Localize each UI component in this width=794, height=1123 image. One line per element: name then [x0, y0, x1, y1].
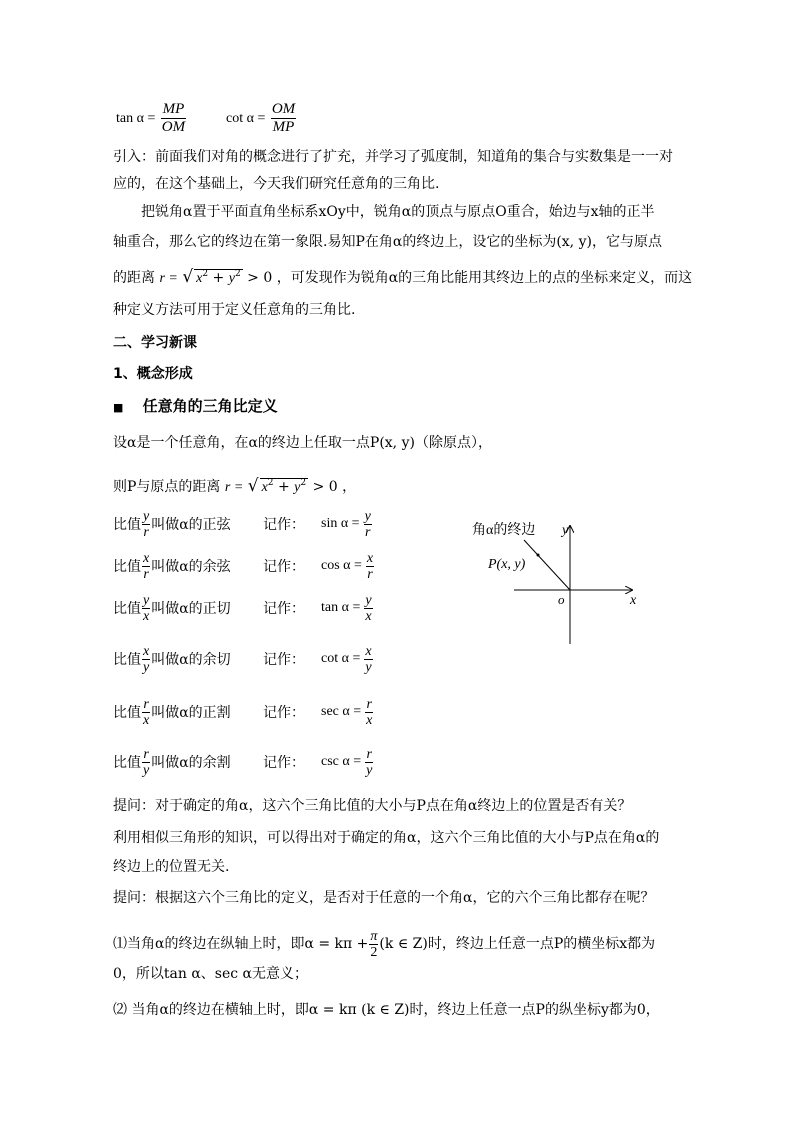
- question-2: 提问：根据这六个三角比的定义，是否对于任意的一个角α，它的六个三角比都存在呢？: [113, 890, 655, 906]
- def-line-2: 则P与原点的距离 r = √ $x^2 + y^2 > 0$ ，: [113, 476, 357, 496]
- ratio-row-cot: 比值 $\frac{x}{y}$ 叫做α的余切 记作： cot α = $\frac{x}{y}$: [113, 643, 372, 675]
- para-line-2: 轴重合，那么它的终边在第一象限.易知P在角α的终边上，设它的坐标为(x, y)，它与原点: [113, 234, 662, 250]
- bullet-icon: ■: [113, 401, 124, 414]
- para-line-1: 把锐角α置于平面直角坐标系xOy中，锐角α的顶点与原点O重合，始边与x轴的正半: [141, 204, 655, 220]
- point-p: [537, 554, 540, 557]
- para-line-3: 的距离 r = √ $x^2 + y^2 > 0$ ，可发现作为锐角α的三角比能用其终边上的点的坐标来定义，而这: [113, 267, 693, 287]
- answer-1-line-1: 利用相似三角形的知识，可以得出对于确定的角α，这六个三角比值的大小与P点在角α的: [113, 830, 660, 846]
- ratio-row-cos: 比值 $\frac{x}{r}$ 叫做α的余弦 记作： cos α = $\frac{x}{r}$: [113, 550, 374, 582]
- case-2-line-1: ⑵ 当角α的终边在横轴上时，即α = kπ (k ∈ Z)时，终边上任意一点P的纵坐标y都为0，: [113, 1002, 660, 1018]
- question-1: 提问：对于确定的角α，这六个三角比值的大小与P点在角α终边上的位置是否有关？: [113, 798, 632, 814]
- x-label: x: [630, 593, 637, 608]
- ratio-row-csc: 比值 $\frac{r}{y}$ 叫做α的余割 记作： csc α = $\frac{r}{y}$: [113, 746, 373, 778]
- def-line-1: 设α是一个任意角，在α的终边上任取一点P(x, y)（除原点），: [113, 435, 492, 451]
- section-heading: 二、学习新课: [113, 335, 197, 351]
- definition-title: ■ 任意角的三角比定义: [113, 397, 278, 415]
- point-label: P(x, y): [488, 557, 526, 572]
- side-label: 角α的终边: [472, 523, 536, 538]
- y-label: y: [562, 523, 569, 538]
- intro-line-2: 应的，在这个基础上，今天我们研究任意角的三角比.: [113, 176, 440, 192]
- pi-over-2: $\frac{\pi}{2}$: [370, 928, 378, 960]
- tan-lhs: tan α =: [116, 111, 156, 126]
- angle-figure: [468, 512, 648, 652]
- intro-line-1: 引入：前面我们对角的概念进行了扩充，并学习了弧度制，知道角的集合与实数集是一一对: [113, 149, 673, 165]
- ratio-row-sin: 比值 $\frac{y}{r}$ 叫做α的正弦 记作： sin α = $\frac{y}{r}$: [113, 508, 371, 540]
- cot-fraction: $\frac{OM}{MP}$: [271, 100, 296, 135]
- case-1-line-1: ⑴当角α的终边在纵轴上时，即α = kπ + $\frac{\pi}{2}$ (k ∈ Z)时，终边上任意一点P的横坐标x都为: [113, 928, 656, 960]
- terminal-side: [524, 540, 570, 590]
- radical-body: $x^2 + y^2$: [196, 269, 241, 286]
- tan-fraction: $\frac{MP}{OM}$: [161, 100, 186, 135]
- ratio-row-tan: 比值 $\frac{y}{x}$ 叫做α的正切 记作： tan α = $\frac{y}{x}$: [113, 592, 372, 624]
- para-line-4: 种定义方法可用于定义任意角的三角比.: [113, 302, 356, 318]
- answer-1-line-2: 终边上的位置无关.: [113, 859, 230, 875]
- cot-lhs: cot α =: [226, 111, 266, 126]
- ratio-row-sec: 比值 $\frac{r}{x}$ 叫做α的正割 记作： sec α = $\frac{r}{x}$: [113, 696, 373, 728]
- origin-label: o: [558, 592, 565, 607]
- case-1-line-2: 0，所以tan α、sec α无意义；: [113, 966, 309, 982]
- top-formula: [116, 98, 297, 139]
- subsection-heading: 1、概念形成: [113, 366, 193, 382]
